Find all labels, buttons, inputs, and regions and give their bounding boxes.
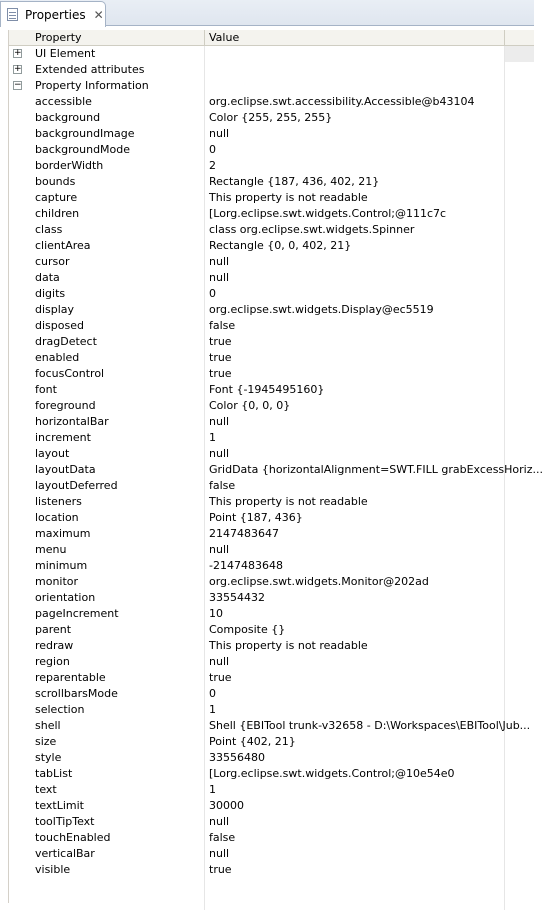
property-value[interactable]: 1 [205, 782, 505, 798]
property-name: children [35, 207, 80, 220]
property-value[interactable]: org.eclipse.swt.accessibility.Accessible@b43104 [205, 94, 505, 110]
property-name: accessible [35, 95, 92, 108]
property-name: display [35, 303, 75, 316]
table-row[interactable] [9, 798, 534, 814]
table-row[interactable] [9, 462, 543, 478]
property-value[interactable]: null [205, 542, 505, 558]
property-name: style [35, 751, 62, 764]
property-value[interactable]: null [205, 270, 505, 286]
property-value[interactable]: This property is not readable [205, 190, 505, 206]
property-name: backgroundMode [35, 143, 131, 156]
property-name: selection [35, 703, 85, 716]
property-name: focusControl [35, 367, 105, 380]
property-name: maximum [35, 527, 91, 540]
property-name: pageIncrement [35, 607, 119, 620]
property-name: bounds [35, 175, 76, 188]
property-name: dragDetect [35, 335, 97, 348]
property-name: layoutDeferred [35, 479, 118, 492]
property-name: reparentable [35, 671, 106, 684]
property-value[interactable]: true [205, 366, 505, 382]
property-name: parent [35, 623, 72, 636]
property-value[interactable]: -2147483648 [205, 558, 505, 574]
table-row[interactable] [9, 446, 534, 462]
property-name: monitor [35, 575, 79, 588]
property-name: touchEnabled [35, 831, 111, 844]
property-value[interactable]: 0 [205, 686, 505, 702]
table-row[interactable] [9, 366, 534, 382]
property-name: location [35, 511, 79, 524]
tab-properties[interactable] [0, 1, 106, 27]
view-tab-bar [0, 0, 534, 26]
property-name: data [35, 271, 60, 284]
property-value[interactable]: null [205, 254, 505, 270]
property-name: clientArea [35, 239, 91, 252]
table-row[interactable] [9, 702, 534, 718]
property-value[interactable]: Point {187, 436} [205, 510, 505, 526]
property-value[interactable]: false [205, 478, 505, 494]
property-value[interactable]: org.eclipse.swt.widgets.Monitor@202ad [205, 574, 505, 590]
group-row-property-information[interactable] [9, 78, 534, 94]
property-value[interactable]: [Lorg.eclipse.swt.widgets.Control;@10e54e0 [205, 766, 505, 782]
table-row[interactable] [9, 766, 534, 782]
table-row[interactable] [9, 750, 534, 766]
table-row[interactable] [9, 478, 534, 494]
property-value[interactable]: 30000 [205, 798, 505, 814]
table-row[interactable] [9, 686, 534, 702]
table-row[interactable] [9, 286, 534, 302]
table-row[interactable] [9, 862, 534, 878]
property-name: capture [35, 191, 78, 204]
column-header-filler [505, 30, 534, 46]
property-value[interactable]: true [205, 670, 505, 686]
property-value[interactable]: true [205, 334, 505, 350]
table-row[interactable] [9, 830, 534, 846]
property-value[interactable]: Point {402, 21} [205, 734, 505, 750]
table-row[interactable] [9, 318, 534, 334]
property-value[interactable]: 0 [205, 286, 505, 302]
table-row[interactable] [9, 414, 534, 430]
table-row[interactable] [9, 670, 534, 686]
table-row[interactable] [9, 222, 534, 238]
property-name: backgroundImage [35, 127, 135, 140]
property-name: horizontalBar [35, 415, 109, 428]
property-name: increment [35, 431, 91, 444]
table-row[interactable] [9, 734, 534, 750]
table-row[interactable] [9, 174, 534, 190]
property-name: verticalBar [35, 847, 95, 860]
property-value[interactable]: GridData {horizontalAlignment=SWT.FILL grabExcessHoriz... [205, 462, 505, 478]
property-name: scrollbarsMode [35, 687, 118, 700]
property-value[interactable]: 2 [205, 158, 505, 174]
table-row[interactable] [9, 270, 534, 286]
property-value[interactable]: This property is not readable [205, 494, 505, 510]
table-row[interactable] [9, 238, 534, 254]
property-name: listeners [35, 495, 82, 508]
expand-icon[interactable]: + [14, 64, 22, 74]
table-row[interactable] [9, 382, 534, 398]
property-name: size [35, 735, 57, 748]
table-row[interactable] [9, 638, 534, 654]
table-row[interactable] [9, 350, 534, 366]
table-row[interactable] [9, 302, 534, 318]
property-name: foreground [35, 399, 96, 412]
table-row[interactable] [9, 622, 534, 638]
tab-title: Properties [25, 7, 86, 22]
properties-icon [5, 7, 21, 23]
table-row[interactable] [9, 590, 534, 606]
table-row[interactable] [9, 158, 534, 174]
property-name: textLimit [35, 799, 84, 812]
property-name: borderWidth [35, 159, 104, 172]
property-value[interactable]: null [205, 654, 505, 670]
property-value[interactable]: 0 [205, 142, 505, 158]
property-value[interactable]: Rectangle {0, 0, 402, 21} [205, 238, 505, 254]
table-row[interactable] [9, 494, 534, 510]
group-row-ui-element[interactable] [9, 46, 534, 62]
property-name: menu [35, 543, 67, 556]
property-value[interactable]: Color {0, 0, 0} [205, 398, 505, 414]
property-value[interactable]: Rectangle {187, 436, 402, 21} [205, 174, 505, 190]
table-row[interactable] [9, 94, 534, 110]
property-value[interactable]: 33554432 [205, 590, 505, 606]
group-label: Extended attributes [35, 63, 145, 76]
table-row[interactable] [9, 190, 534, 206]
column-header-property[interactable]: Property [9, 30, 205, 46]
table-row[interactable] [9, 558, 534, 574]
property-name: digits [35, 287, 66, 300]
property-name: layout [35, 447, 70, 460]
table-row[interactable] [9, 814, 534, 830]
property-value[interactable]: 10 [205, 606, 505, 622]
table-header [9, 30, 534, 46]
property-value[interactable]: 33556480 [205, 750, 505, 766]
close-icon[interactable]: ✕ [93, 7, 104, 22]
property-value[interactable]: true [205, 862, 505, 878]
property-value[interactable]: null [205, 846, 505, 862]
table-row[interactable] [9, 334, 534, 350]
property-name: shell [35, 719, 61, 732]
table-row[interactable] [9, 606, 534, 622]
property-name: minimum [35, 559, 88, 572]
table-row[interactable] [9, 430, 534, 446]
property-value[interactable]: Shell {EBITool trunk-v32658 - D:\Workspaces\EBITool\Jub... [205, 718, 505, 734]
property-value[interactable]: Color {255, 255, 255} [205, 110, 505, 126]
table-row[interactable] [9, 782, 534, 798]
property-name: toolTipText [35, 815, 95, 828]
empty-row [9, 878, 534, 894]
group-label: UI Element [35, 47, 96, 60]
property-value[interactable]: null [205, 814, 505, 830]
property-value[interactable]: null [205, 446, 505, 462]
table-row[interactable] [9, 126, 534, 142]
empty-row [9, 894, 534, 910]
property-name: visible [35, 863, 71, 876]
property-value[interactable]: null [205, 126, 505, 142]
property-value[interactable]: false [205, 830, 505, 846]
property-value[interactable]: null [205, 414, 505, 430]
property-name: disposed [35, 319, 84, 332]
property-name: orientation [35, 591, 96, 604]
property-name: cursor [35, 255, 70, 268]
property-name: font [35, 383, 57, 396]
property-value[interactable]: 1 [205, 702, 505, 718]
expand-icon[interactable]: + [14, 48, 22, 58]
property-value[interactable]: class org.eclipse.swt.widgets.Spinner [205, 222, 505, 238]
group-row-extended-attributes[interactable] [9, 62, 534, 78]
table-row[interactable] [9, 110, 534, 126]
property-name: redraw [35, 639, 74, 652]
table-row[interactable] [9, 846, 534, 862]
property-rows [9, 94, 543, 910]
property-name: enabled [35, 351, 80, 364]
column-header-value[interactable]: Value [205, 30, 505, 46]
property-name: layoutData [35, 463, 96, 476]
table-row[interactable] [9, 526, 534, 542]
property-value[interactable]: 2147483647 [205, 526, 505, 542]
table-row[interactable] [9, 542, 534, 558]
property-value[interactable]: Font {-1945495160} [205, 382, 505, 398]
property-value[interactable]: [Lorg.eclipse.swt.widgets.Control;@111c7c [205, 206, 505, 222]
collapse-icon[interactable]: − [14, 80, 22, 90]
table-row[interactable] [9, 398, 534, 414]
property-name: text [35, 783, 57, 796]
table-row[interactable] [9, 142, 534, 158]
property-name: background [35, 111, 101, 124]
table-row[interactable] [9, 206, 534, 222]
group-label: Property Information [35, 79, 149, 92]
table-row[interactable] [9, 574, 534, 590]
table-row[interactable] [9, 718, 534, 734]
property-value[interactable]: This property is not readable [205, 638, 505, 654]
property-value[interactable]: Composite {} [205, 622, 505, 638]
properties-table [8, 30, 543, 903]
property-name: class [35, 223, 63, 236]
property-value[interactable]: false [205, 318, 505, 334]
table-row[interactable] [9, 510, 534, 526]
property-value[interactable]: true [205, 350, 505, 366]
table-row[interactable] [9, 654, 534, 670]
property-name: region [35, 655, 70, 668]
property-name: tabList [35, 767, 73, 780]
property-value[interactable]: org.eclipse.swt.widgets.Display@ec5519 [205, 302, 505, 318]
property-value[interactable]: 1 [205, 430, 505, 446]
table-row[interactable] [9, 254, 534, 270]
